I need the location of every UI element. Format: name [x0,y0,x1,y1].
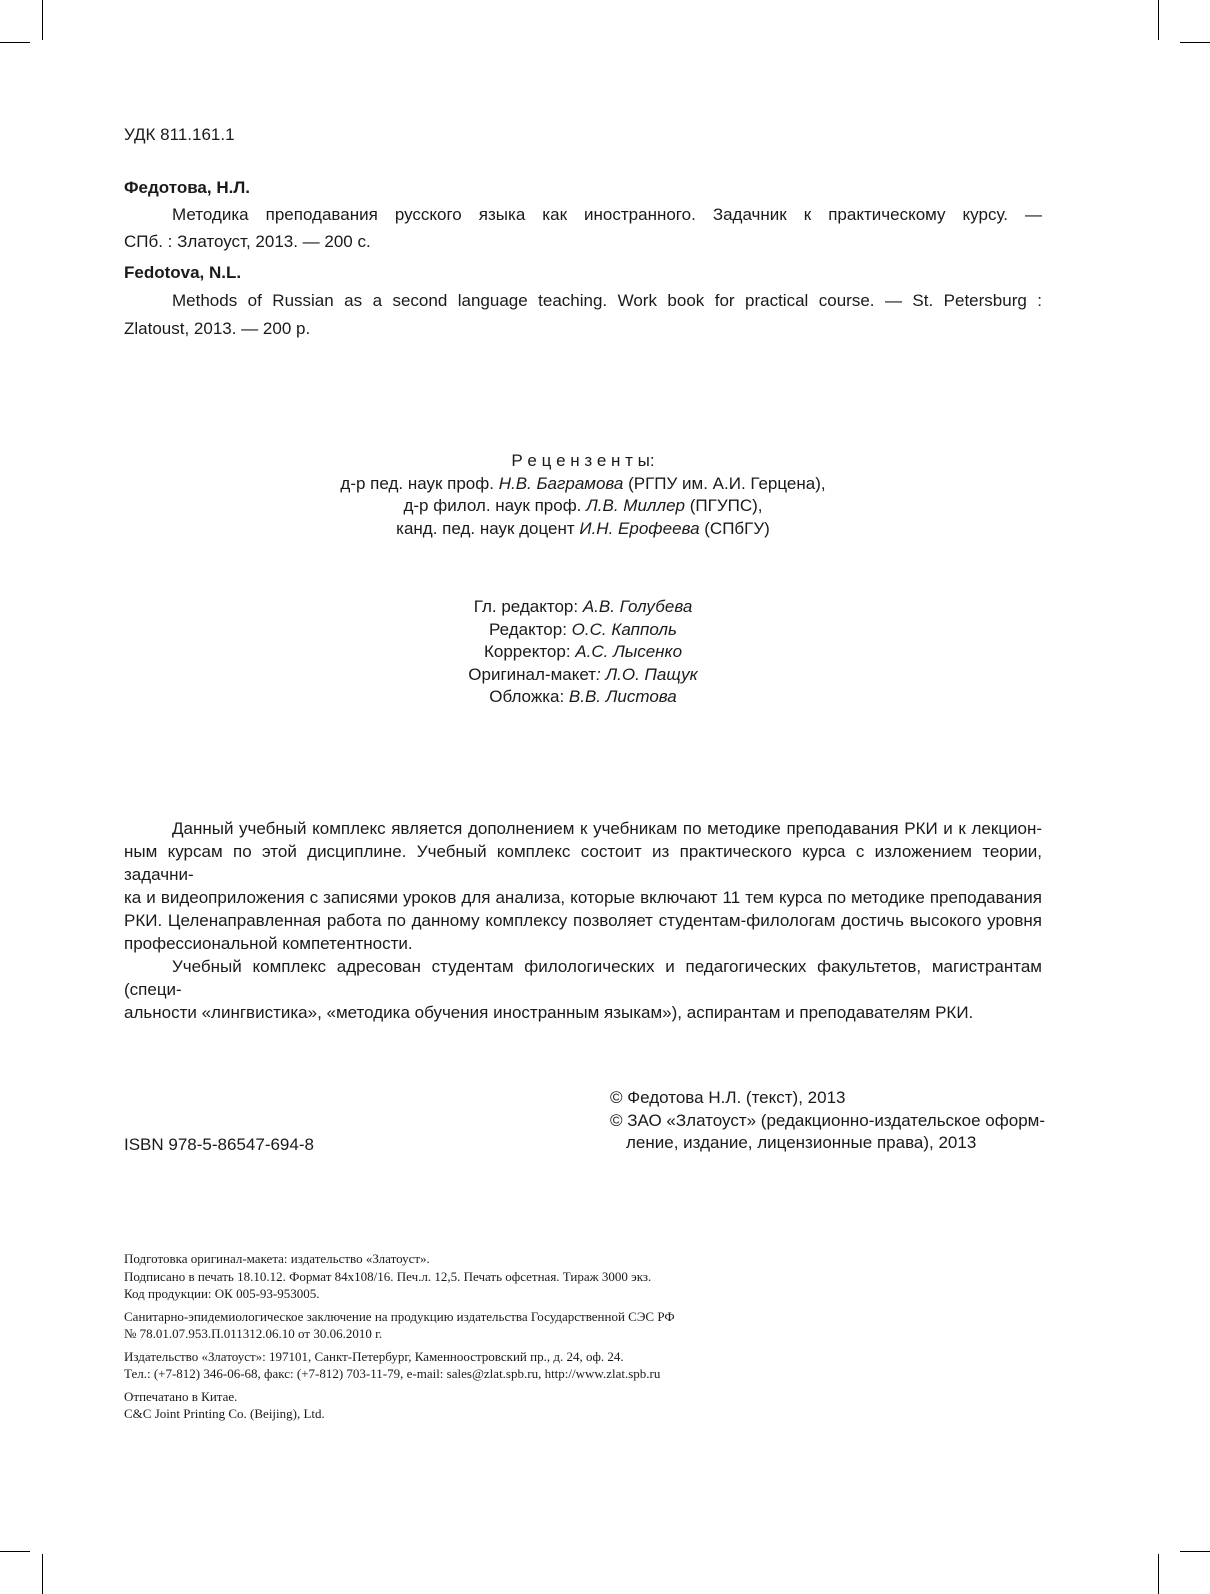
staff-line: Обложка: В.В. Листова [489,687,677,706]
staff-line: Оригинал-макет: Л.О. Пащук [468,664,698,684]
copyright-block [610,1087,1050,1155]
imprint-line: Подготовка оригинал-макета: издательство «Златоуст». [124,1251,430,1266]
staff-line: Гл. редактор: А.В. Голубева [473,597,693,616]
ru-description-line2: СПб. : Златоуст, 2013. — 200 с. [124,232,371,251]
imprint-group [124,1388,1042,1423]
annotation-line: ка и видеоприложения с записями уроков для анализа, которые включают 11 тем курса по методике преподавания [124,888,1042,907]
imprint-group [124,1308,1042,1343]
en-author: Fedotova, N.L. [124,263,242,282]
annotation [124,817,1042,1024]
imprint-line: Издательство «Златоуст»: 197101, Санкт-Петербург, Каменноостровский пр., д. 24, оф. 24. [124,1348,624,1364]
imprint-line: Подписано в печать 18.10.12. Формат 84х108/16. Печ.л. 12,5. Печать офсетная. Тираж 3000 экз. [124,1268,652,1284]
reviewer-name: И.Н. Ерофеева [579,518,700,538]
annotation-line: РКИ. Целенаправленная работа по данному комплексу позволяет студентам-филологам достичь высокого уровня [124,911,1042,930]
reviewer-name: Л.В. Миллер [586,496,686,515]
imprint [124,1250,1042,1428]
staff-block [124,596,1042,709]
en-description-line2: Zlatoust, 2013. — 200 p. [124,319,311,338]
imprint-line: Тел.: (+7-812) 346-06-68, факс: (+7-812) 703-11-79, e-mail: sales@zlat.spb.ru, http://www.zlat.spb.ru [124,1366,661,1381]
crop-mark [0,1551,30,1552]
crop-mark [0,42,30,43]
ru-author: Федотова, Н.Л. [124,178,250,197]
copyright-line: © Федотова Н.Л. (текст), 2013 [610,1088,846,1107]
staff-line: Корректор: А.С. Лысенко [483,642,683,661]
crop-mark [1180,1551,1210,1552]
crop-mark [42,0,43,40]
annotation-line: ным курсам по этой дисциплине. Учебный комплекс состоит из практического курса с изложением теории, задачни- [124,842,1042,884]
imprint-line: C&C Joint Printing Co. (Beijing), Ltd. [124,1406,325,1421]
ru-bib-entry [124,174,1042,255]
en-bib-entry [124,259,1042,342]
imprint-group [124,1250,1042,1303]
udk-code: УДК 811.161.1 [124,125,235,144]
imprint-line: Код продукции: ОК 005-93-953005. [124,1286,320,1301]
reviewers-heading: Р е ц е н з е н т ы: [511,451,655,470]
reviewer-line: д-р филол. наук проф. Л.В. Миллер (ПГУПС), [403,496,763,515]
copyright-line: © ЗАО «Златоуст» (редакционно-издательское оформ- [610,1110,1046,1130]
imprint-line: № 78.01.07.953.П.011312.06.10 от 30.06.2010 г. [124,1326,383,1341]
en-description-line1: Methods of Russian as a second language teaching. Work book for practical course. — St. Petersburg : [172,291,1042,310]
annotation-line: профессиональной компетентности. [124,934,413,953]
crop-mark [1158,1554,1159,1594]
crop-mark [42,1554,43,1594]
annotation-line: альности «лингвистика», «методика обучения иностранным языкам»), аспирантам и преподавателям РКИ. [124,1003,974,1022]
imprint-line: Отпечатано в Китае. [124,1388,238,1404]
reviewer-line: канд. пед. наук доцент И.Н. Ерофеева (СПбГУ) [396,518,770,538]
ru-description-line1: Методика преподавания русского языка как иностранного. Задачник к практическому курсу. — [172,205,1042,224]
imprint-group [124,1348,1042,1383]
annotation-line: Данный учебный комплекс является дополнением к учебникам по методике преподавания РКИ и к лекцион- [172,819,1042,838]
annotation-line: Учебный комплекс адресован студентам филологических и педагогических факультетов, магистрантам (специ- [124,957,1042,999]
reviewer-name: Н.В. Баграмова [498,473,624,493]
crop-mark [1158,0,1159,40]
isbn: ISBN 978-5-86547-694-8 [124,1135,314,1154]
staff-line: Редактор: О.С. Капполь [489,619,677,639]
reviewer-line: д-р пед. наук проф. Н.В. Баграмова (РГПУ им. А.И. Герцена), [340,473,826,493]
crop-mark [1180,42,1210,43]
imprint-line: Санитарно-эпидемиологическое заключение на продукцию издательства Государственной СЭС РФ [124,1308,675,1324]
copyright-line: ление, издание, лицензионные права), 2013 [626,1133,977,1152]
reviewers-block [124,450,1042,540]
